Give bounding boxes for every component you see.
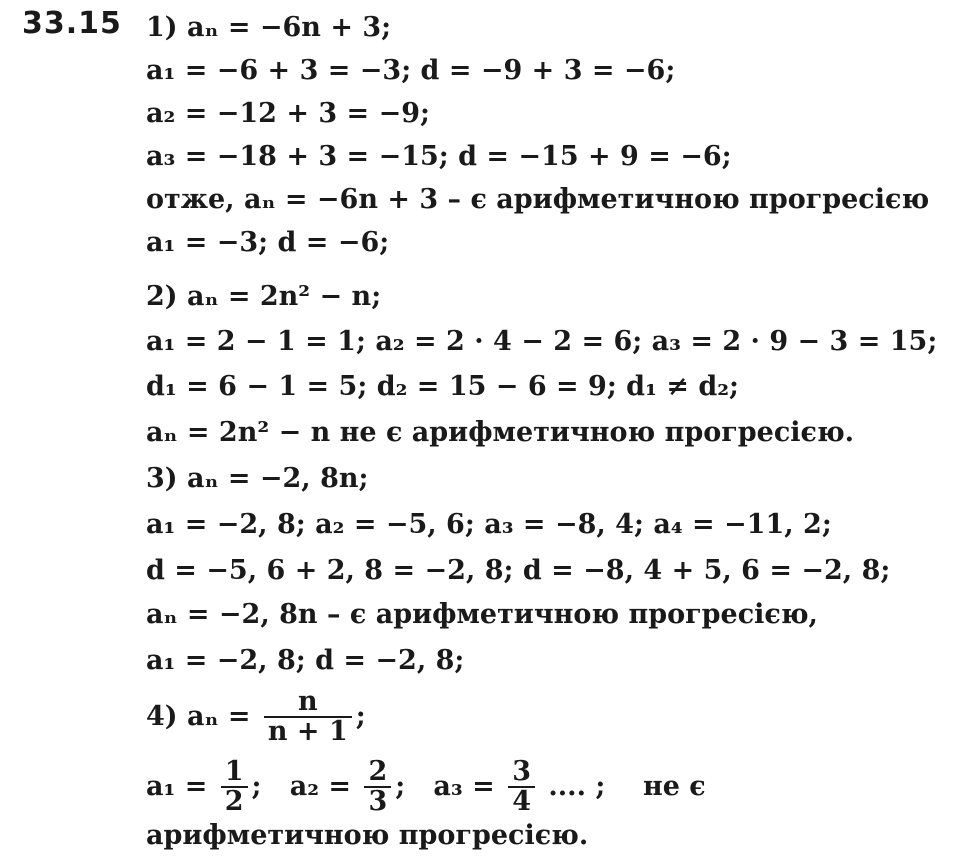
solution-line-14: aₙ = −2, 8n – є арифметичною прогресією,: [146, 599, 818, 630]
solution-line-1: 1) aₙ = −6n + 3;: [146, 12, 392, 43]
solution-line-13: d = −5, 6 + 2, 8 = −2, 8; d = −8, 4 + 5, 6 = −2, 8;: [146, 555, 891, 586]
separator-1: ; a₂ =: [251, 770, 361, 802]
solution-line-12: a₁ = −2, 8; a₂ = −5, 6; a₃ = −8, 4; a₄ = −11, 2;: [146, 509, 832, 540]
part4-end: ;: [355, 700, 366, 732]
fraction-a1-den: 2: [221, 786, 248, 816]
fraction-a3-num: 3: [512, 756, 531, 787]
fraction-a3: [508, 758, 535, 817]
solution-line-5: отже, aₙ = −6n + 3 – є арифметичною прогресією: [146, 184, 930, 215]
solution-line-11: 3) aₙ = −2, 8n;: [146, 463, 369, 494]
solution-line-2: a₁ = −6 + 3 = −3; d = −9 + 3 = −6;: [146, 55, 676, 86]
fraction-a2-num: 2: [368, 756, 388, 787]
solution-line-4: a₃ = −18 + 3 = −15; d = −15 + 9 = −6;: [146, 141, 732, 172]
solution-line-17: [146, 758, 706, 817]
solution-line-16: [146, 688, 366, 747]
fraction-a3-den: 4: [508, 786, 535, 816]
solution-line-6: a₁ = −3; d = −6;: [146, 227, 390, 258]
solution-line-3: a₂ = −12 + 3 = −9;: [146, 98, 430, 129]
fraction-a1: [221, 758, 248, 817]
fraction-a1-num: 1: [224, 756, 244, 787]
solution-line-8: a₁ = 2 − 1 = 1; a₂ = 2 · 4 − 2 = 6; a₃ = 2 · 9 − 3 = 15;: [146, 326, 938, 357]
fraction-numerator: n: [298, 686, 318, 717]
fraction-a2: [364, 758, 391, 817]
fraction-n-over-n-plus-1: [264, 688, 352, 747]
solution-line-9: d₁ = 6 − 1 = 5; d₂ = 15 − 6 = 9; d₁ ≠ d₂;: [146, 371, 739, 402]
problem-number: 33.15: [22, 6, 122, 41]
fraction-denominator: n + 1: [264, 716, 352, 746]
conclusion-line: арифметичною прогресією.: [146, 820, 589, 851]
solution-line-15: a₁ = −2, 8; d = −2, 8;: [146, 645, 465, 676]
a1-label: a₁ =: [146, 770, 217, 802]
fraction-a2-den: 3: [364, 786, 391, 816]
tail-text: .... ; не є: [538, 770, 706, 802]
part4-label: 4) aₙ =: [146, 700, 260, 732]
solution-line-7: 2) aₙ = 2n² − n;: [146, 281, 382, 312]
solution-line-10: aₙ = 2n² − n не є арифметичною прогресією.: [146, 417, 855, 448]
separator-2: ; a₃ =: [395, 770, 505, 802]
